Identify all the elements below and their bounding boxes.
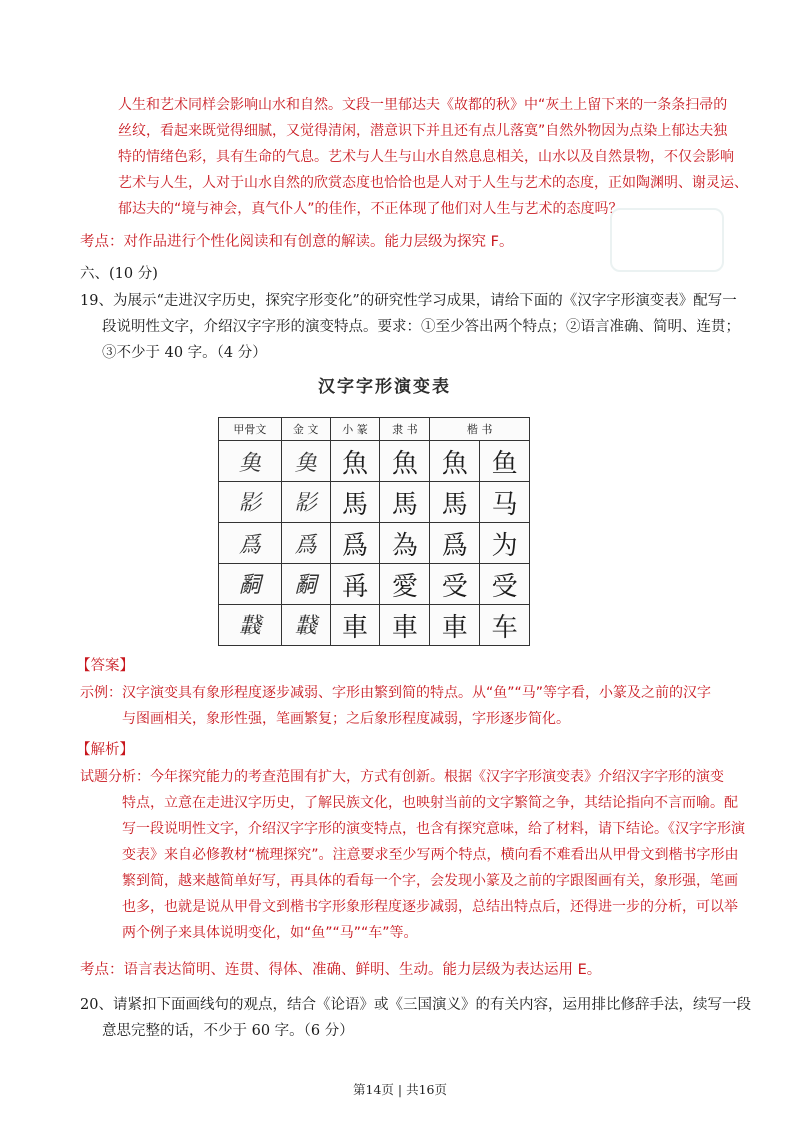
table-cell: 马: [480, 482, 530, 523]
table-cell: 𨏖: [281, 605, 330, 646]
table-cell: 車: [330, 605, 380, 646]
table-cell: 爯: [330, 564, 380, 605]
text-line: 与图画相关，象形性强，笔画繁复；之后象形程度减弱，字形逐步简化。: [122, 711, 570, 727]
analysis-label: 【解析】: [76, 742, 134, 758]
table-cell: 𤔲: [219, 564, 282, 605]
table-cell: 馬: [380, 482, 430, 523]
text-line: 繁到简，越来越简单好写，再具体的看每一个字，会发现小篆及之前的字跟图画有关，象形强，笔画: [122, 873, 738, 889]
question-20: [80, 992, 751, 1044]
section-heading: 六、(10 分): [80, 266, 158, 282]
table-cell: 馬: [430, 482, 480, 523]
table-row: [219, 523, 530, 564]
table-cell: 魚: [430, 441, 480, 482]
text-line: ③不少于 40 字。（4 分）: [102, 345, 267, 361]
table-row: [219, 482, 530, 523]
kaodian-top: 考点：对作品进行个性化阅读和有创意的解读。能力层级为探究 F。: [80, 234, 514, 250]
table-cell: 車: [380, 605, 430, 646]
text-line: 写一段说明性文字，介绍汉字字形的演变特点，也含有探究意味，给了材料，请下结论。《汉字字形演: [122, 821, 745, 837]
table-cell: 𩵋: [219, 441, 282, 482]
table-cell: 车: [480, 605, 530, 646]
table-cell: 𢒠: [219, 482, 282, 523]
text-line: 郁达夫的“境与神会，真气仆人”的佳作，不正体现了他们对人生与艺术的态度吗？: [118, 201, 623, 217]
text-line: 变表》来自必修教材“梳理探究”。注意要求至少写两个特点，横向看不难看出从甲骨文到楷书字形由: [122, 847, 739, 863]
table-cell: 車: [430, 605, 480, 646]
table-cell: 爲: [430, 523, 480, 564]
table-cell: 為: [380, 523, 430, 564]
text-line: 艺术与人生，人对于山水自然的欣赏态度也恰恰也是人对于人生与艺术的态度，正如陶渊明、谢灵运、: [118, 175, 748, 191]
table-cell: 愛: [380, 564, 430, 605]
text-line: 两个例子来具体说明变化，如“鱼”“马”“车”等。: [122, 925, 418, 941]
table-cell: 爲: [219, 523, 282, 564]
text-line: 特点，立意在走进汉字历史，了解民族文化，也映射当前的文字繁简之争，其结论指向不言而喻。配: [122, 795, 738, 811]
page-footer: 第14页 | 共16页: [353, 1082, 447, 1097]
table-cell: 𤔲: [281, 564, 330, 605]
table-cell: 魚: [330, 441, 380, 482]
table-cell: 受: [480, 564, 530, 605]
analysis-text: [80, 764, 745, 946]
text-line: 也多，也就是说从甲骨文到楷书字形象形程度逐步减弱，总结出特点后，还得进一步的分析，可以举: [122, 899, 738, 915]
header-seal: 小 篆: [330, 418, 380, 441]
text-line: 特的情绪色彩，具有生命的气息。艺术与人生与山水自然息息相关，山水以及自然景物，不仅会影响: [118, 149, 734, 165]
table-cell: 𢒠: [281, 482, 330, 523]
table-cell: 爲: [330, 523, 380, 564]
table-row: [219, 564, 530, 605]
table-cell: 𩵋: [281, 441, 330, 482]
header-oracle: 甲骨文: [219, 418, 282, 441]
answer-text: [80, 680, 740, 732]
text-line: 段说明性文字，介绍汉字字形的演变特点。要求：①至少答出两个特点；②语言准确、简明、连贯；: [102, 319, 740, 335]
table-cell: 爲: [281, 523, 330, 564]
answer-label: 【答案】: [76, 658, 134, 674]
text-line: 丝纹，看起来既觉得细腻，又觉得清闲，潜意识下并且还有点儿落寞”自然外物因为点染上郁达夫独: [118, 123, 728, 139]
table-cell: 魚: [380, 441, 430, 482]
kaodian-analysis: 考点：语言表达简明、连贯、得体、准确、鲜明、生动。能力层级为表达运用 E。: [80, 962, 602, 978]
table-row: [219, 441, 530, 482]
text-line: 试题分析：今年探究能力的考查范围有扩大，方式有创新。根据《汉字字形演变表》介绍汉字字形的演变: [80, 769, 724, 785]
text-line: 20、请紧扣下面画线句的观点，结合《论语》或《三国演义》的有关内容，运用排比修辞手法，续写一段: [80, 997, 751, 1013]
header-bronze: 金 文: [281, 418, 330, 441]
table-cell: 受: [430, 564, 480, 605]
question-19: [80, 288, 740, 366]
top-analysis-paragraph: [118, 92, 748, 222]
table-title: 汉字字形演变表: [318, 377, 451, 397]
text-line: 人生和艺术同样会影响山水和自然。文段一里郁达夫《故都的秋》中“灰土上留下来的一条条扫帚的: [118, 97, 728, 113]
table-cell: 为: [480, 523, 530, 564]
text-line: 19、为展示“走进汉字历史，探究字形变化”的研究性学习成果，请给下面的《汉字字形演变表》配写一: [80, 293, 737, 309]
header-regular: 楷 书: [430, 418, 530, 441]
text-line: 意思完整的话，不少于 60 字。（6 分）: [102, 1023, 354, 1039]
table-cell: 𨏖: [219, 605, 282, 646]
table-cell: 馬: [330, 482, 380, 523]
header-clerical: 隶 书: [380, 418, 430, 441]
table-row: [219, 605, 530, 646]
table-cell: 鱼: [480, 441, 530, 482]
character-evolution-table: [218, 417, 530, 643]
text-line: 示例：汉字演变具有象形程度逐步减弱、字形由繁到简的特点。从“鱼”“马”等字看，小篆及之前的汉字: [80, 685, 712, 701]
